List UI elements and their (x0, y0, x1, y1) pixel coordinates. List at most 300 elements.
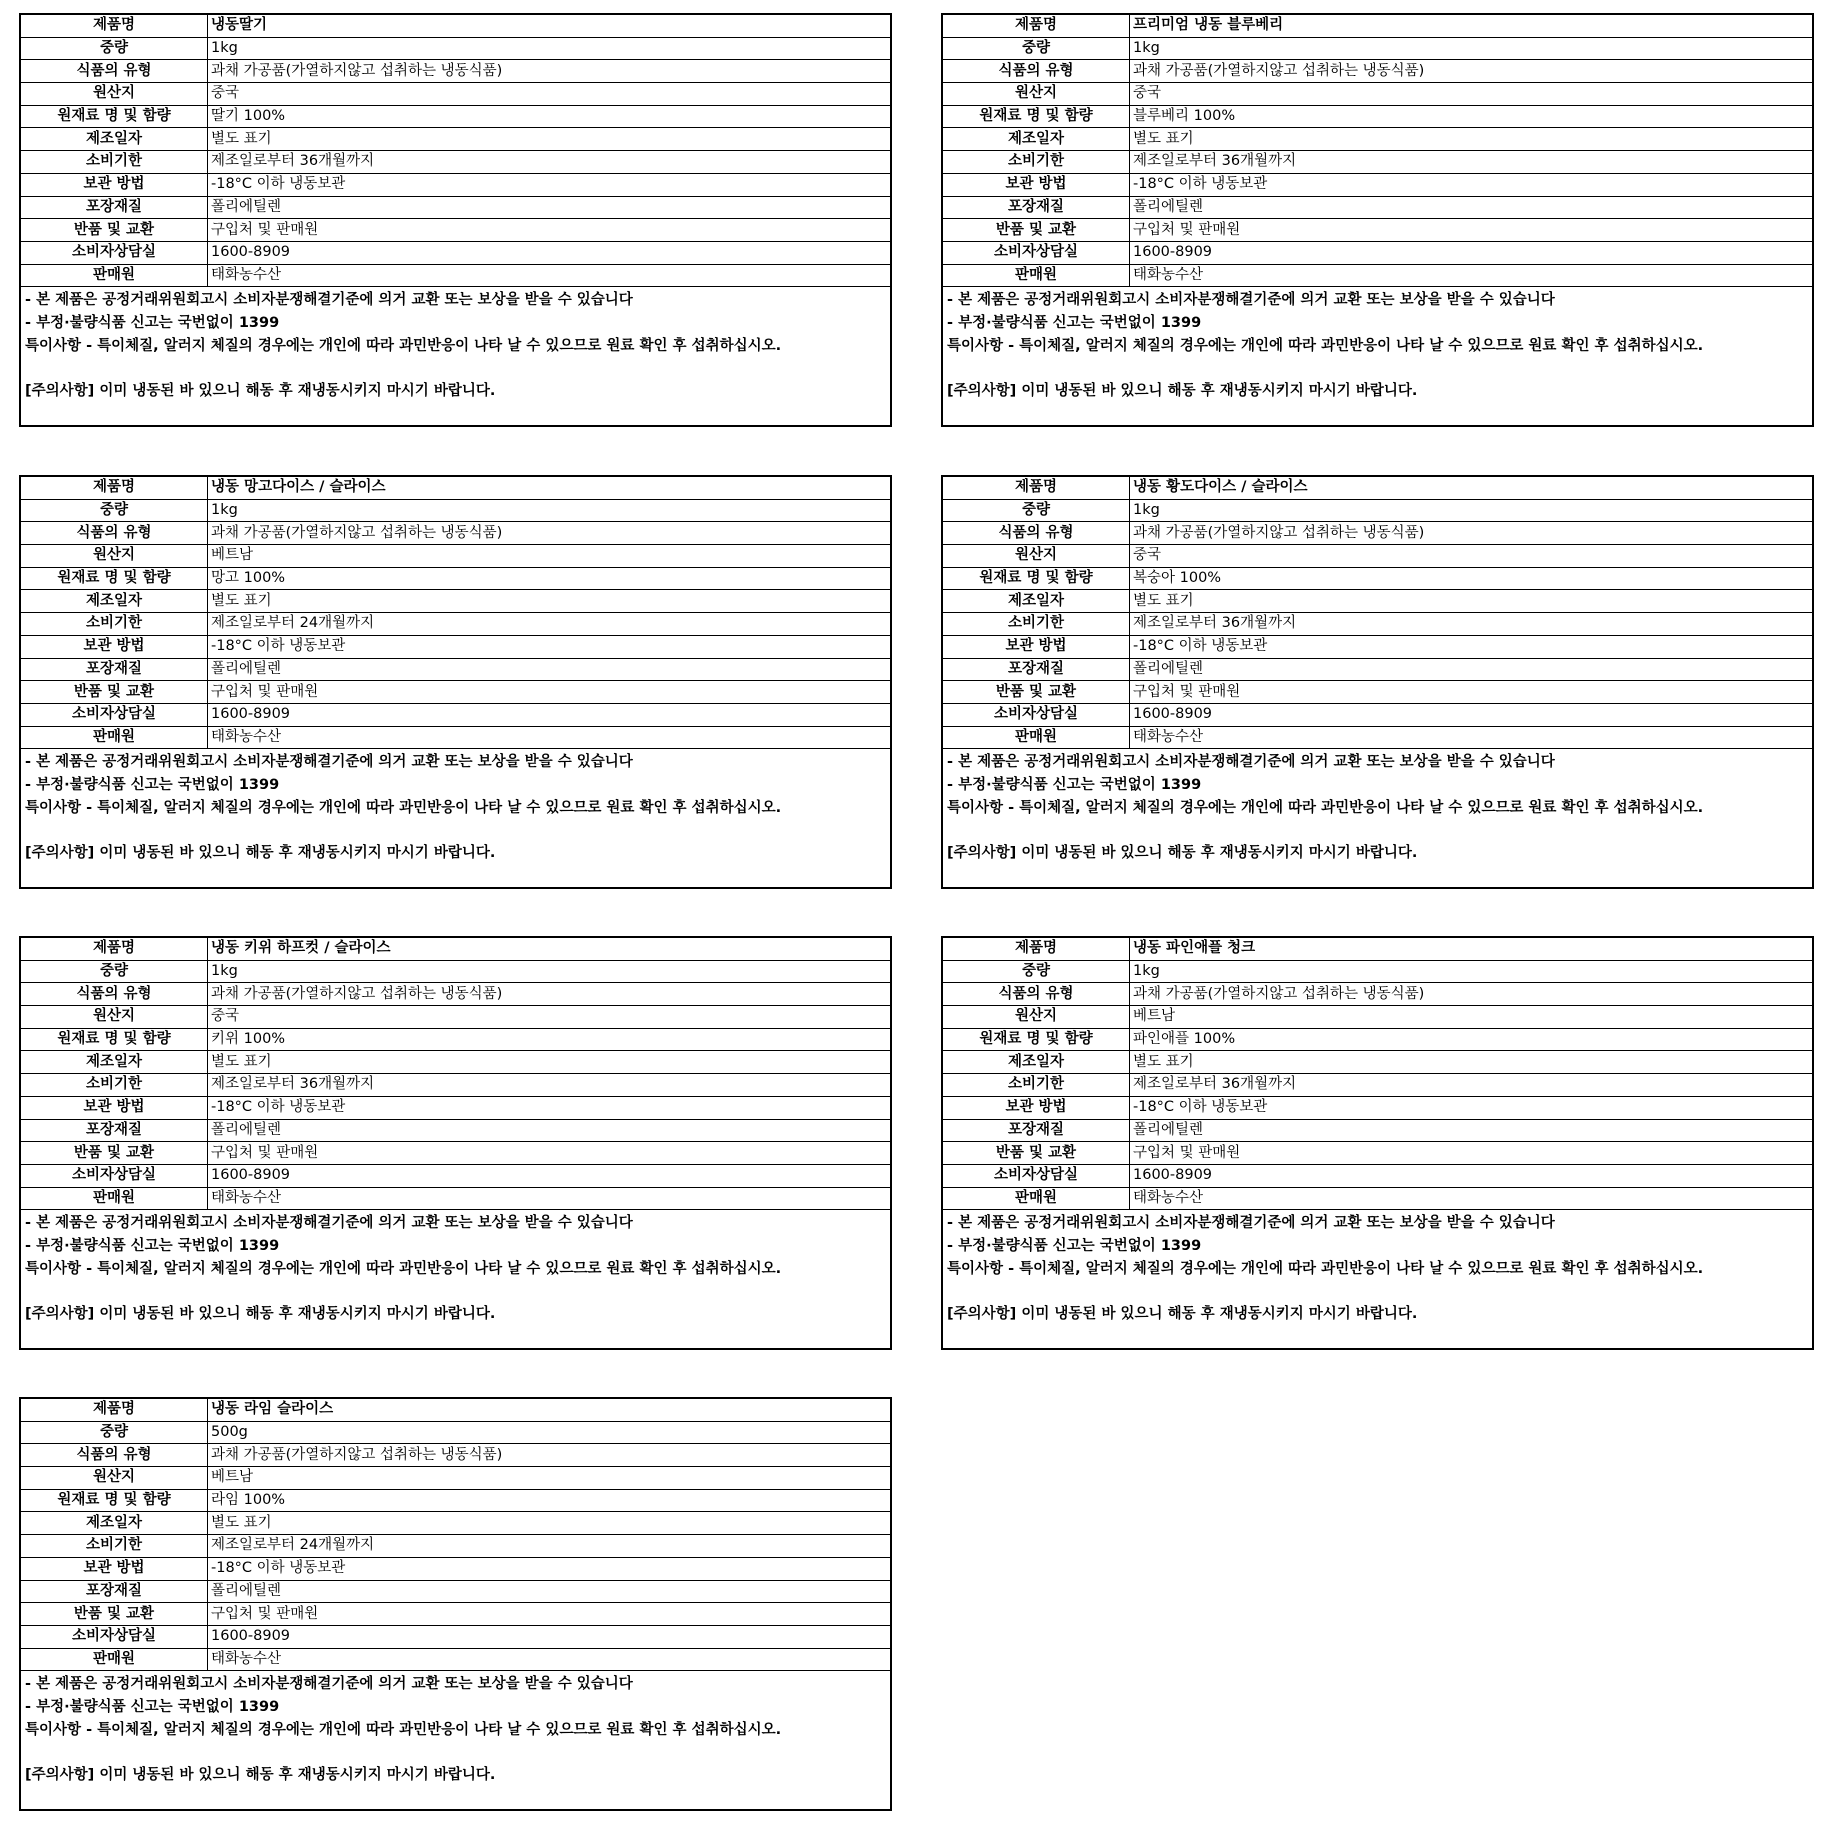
manufacture-date-value: 별도 표기 (208, 590, 891, 613)
product-name: 냉동 망고다이스 / 슬라이스 (208, 477, 891, 499)
field-label: 소비자상담실 (943, 1164, 1130, 1187)
spec-table (21, 1399, 890, 1671)
field-label: 소비기한 (943, 613, 1130, 636)
report-number: 1399 (238, 777, 280, 794)
row-expiry (943, 151, 1812, 174)
storage-value: -18°C 이하 냉동보관 (208, 635, 891, 658)
field-label: 제조일자 (943, 1051, 1130, 1074)
row-expiry (21, 151, 890, 174)
returns-value: 구입처 및 판매원 (208, 681, 891, 704)
field-label: 판매원 (943, 1187, 1130, 1210)
food-type-value: 과채 가공품(가열하지않고 섭취하는 냉동식품) (1130, 522, 1813, 545)
row-storage (943, 173, 1812, 196)
field-label: 소비자상담실 (21, 241, 208, 264)
row-consumer-center (21, 1625, 890, 1648)
field-label: 포장재질 (943, 196, 1130, 219)
storage-value: -18°C 이하 냉동보관 (1130, 1096, 1813, 1119)
spec-table (21, 477, 890, 749)
note-compensation: - 본 제품은 공정거래위원회고시 소비자분쟁해결기준에 의거 교환 또는 보상을 받을 수 있습니다 (947, 292, 1555, 309)
note-compensation: - 본 제품은 공정거래위원회고시 소비자분쟁해결기준에 의거 교환 또는 보상을 받을 수 있습니다 (25, 292, 633, 309)
product-name: 냉동 황도다이스 / 슬라이스 (1130, 477, 1813, 499)
note-compensation: - 본 제품은 공정거래위원회고시 소비자분쟁해결기준에 의거 교환 또는 보상을 받을 수 있습니다 (947, 1215, 1555, 1232)
row-food-type (21, 522, 890, 545)
product-name: 냉동 키위 하프컷 / 슬라이스 (208, 938, 891, 960)
note-spacer (25, 358, 886, 381)
field-label: 제조일자 (943, 590, 1130, 613)
row-weight (21, 37, 890, 60)
notes-block (21, 1210, 890, 1326)
field-label: 소비자상담실 (21, 703, 208, 726)
row-weight (943, 499, 1812, 522)
field-label: 원재료 명 및 함량 (21, 1028, 208, 1051)
field-label: 원산지 (943, 1006, 1130, 1029)
consumer-center-value: 1600-8909 (1130, 1164, 1813, 1187)
manufacture-date-value: 별도 표기 (1130, 590, 1813, 613)
field-label: 중량 (943, 960, 1130, 983)
field-label: 식품의 유형 (21, 983, 208, 1006)
report-number: 1399 (1160, 777, 1202, 794)
note-caution: [주의사항] 이미 냉동된 바 있으니 해동 후 재냉동시키지 마시기 바랍니다. (947, 1306, 1418, 1323)
row-origin (943, 545, 1812, 568)
expiry-value: 제조일로부터 36개월까지 (1130, 613, 1813, 636)
report-number: 1399 (238, 315, 280, 332)
field-label: 소비기한 (943, 151, 1130, 174)
returns-value: 구입처 및 판매원 (208, 1142, 891, 1165)
spec-table (943, 938, 1812, 1210)
row-seller (21, 264, 890, 287)
origin-value: 베트남 (1130, 1006, 1813, 1029)
row-seller (943, 1187, 1812, 1210)
seller-value: 태화농수산 (1130, 1187, 1813, 1210)
product-label-peach (941, 475, 1814, 889)
field-label: 제품명 (21, 938, 208, 960)
notes-block (21, 1671, 890, 1787)
field-label: 원재료 명 및 함량 (21, 105, 208, 128)
spec-table (21, 938, 890, 1210)
row-expiry (943, 613, 1812, 636)
report-number: 1399 (238, 1238, 280, 1255)
note-allergy: 특이사항 - 특이체질, 알러지 체질의 경우에는 개인에 따라 과민반응이 나타 날 수 있으므로 원료 확인 후 섭취하십시오. (25, 1260, 782, 1277)
spec-table (943, 477, 1812, 749)
row-consumer-center (943, 1164, 1812, 1187)
note-caution: [주의사항] 이미 냉동된 바 있으니 해동 후 재냉동시키지 마시기 바랍니다. (25, 845, 496, 862)
field-label: 소비기한 (21, 1074, 208, 1097)
row-packaging (21, 1580, 890, 1603)
row-weight (21, 499, 890, 522)
row-returns (943, 219, 1812, 242)
row-origin (943, 1006, 1812, 1029)
note-report-text: - 부정·불량식품 신고는 국번없이 (25, 315, 239, 332)
note-report (25, 1696, 886, 1719)
storage-value: -18°C 이하 냉동보관 (208, 1096, 891, 1119)
note-report (25, 774, 886, 797)
origin-value: 중국 (208, 83, 891, 106)
returns-value: 구입처 및 판매원 (1130, 681, 1813, 704)
note-spacer (25, 820, 886, 843)
packaging-value: 폴리에틸렌 (208, 196, 891, 219)
field-label: 반품 및 교환 (21, 681, 208, 704)
field-label: 판매원 (21, 726, 208, 749)
note-allergy: 특이사항 - 특이체질, 알러지 체질의 경우에는 개인에 따라 과민반응이 나타 날 수 있으므로 원료 확인 후 섭취하십시오. (25, 337, 782, 354)
product-name: 프리미엄 냉동 블루베리 (1130, 15, 1813, 37)
row-storage (21, 635, 890, 658)
consumer-center-value: 1600-8909 (208, 1625, 891, 1648)
product-label-strawberry (19, 13, 892, 427)
row-ingredients (21, 105, 890, 128)
row-seller (21, 1648, 890, 1671)
field-label: 식품의 유형 (21, 522, 208, 545)
product-label-pineapple (941, 936, 1814, 1350)
returns-value: 구입처 및 판매원 (208, 219, 891, 242)
ingredients-value: 딸기 100% (208, 105, 891, 128)
food-type-value: 과채 가공품(가열하지않고 섭취하는 냉동식품) (1130, 60, 1813, 83)
notes-block (21, 749, 890, 865)
field-label: 포장재질 (943, 1119, 1130, 1142)
manufacture-date-value: 별도 표기 (208, 1512, 891, 1535)
row-product-name (943, 938, 1812, 960)
row-manufacture-date (943, 128, 1812, 151)
row-product-name (21, 15, 890, 37)
notes-block (943, 749, 1812, 865)
notes-block (21, 287, 890, 403)
field-label: 제조일자 (21, 1512, 208, 1535)
manufacture-date-value: 별도 표기 (208, 128, 891, 151)
ingredients-value: 망고 100% (208, 567, 891, 590)
seller-value: 태화농수산 (208, 1187, 891, 1210)
field-label: 반품 및 교환 (21, 1603, 208, 1626)
field-label: 소비자상담실 (943, 703, 1130, 726)
row-storage (21, 1557, 890, 1580)
weight-value: 1kg (1130, 499, 1813, 522)
product-name: 냉동 라임 슬라이스 (208, 1399, 891, 1421)
row-returns (21, 681, 890, 704)
field-label: 제품명 (943, 477, 1130, 499)
origin-value: 중국 (1130, 545, 1813, 568)
row-expiry (21, 1074, 890, 1097)
note-report-text: - 부정·불량식품 신고는 국번없이 (947, 315, 1161, 332)
product-label-kiwi (19, 936, 892, 1350)
field-label: 원재료 명 및 함량 (21, 1489, 208, 1512)
row-ingredients (21, 1489, 890, 1512)
field-label: 식품의 유형 (943, 983, 1130, 1006)
note-spacer (947, 820, 1808, 843)
field-label: 원재료 명 및 함량 (943, 1028, 1130, 1051)
note-report (947, 774, 1808, 797)
notes-block (943, 1210, 1812, 1326)
row-manufacture-date (21, 1512, 890, 1535)
row-returns (943, 1142, 1812, 1165)
field-label: 판매원 (943, 264, 1130, 287)
field-label: 원산지 (21, 545, 208, 568)
row-returns (21, 219, 890, 242)
row-ingredients (21, 1028, 890, 1051)
manufacture-date-value: 별도 표기 (1130, 1051, 1813, 1074)
row-origin (21, 83, 890, 106)
seller-value: 태화농수산 (1130, 264, 1813, 287)
field-label: 포장재질 (943, 658, 1130, 681)
note-spacer (947, 1281, 1808, 1304)
returns-value: 구입처 및 판매원 (1130, 1142, 1813, 1165)
row-product-name (21, 477, 890, 499)
report-number: 1399 (1160, 315, 1202, 332)
field-label: 소비자상담실 (943, 241, 1130, 264)
row-seller (943, 726, 1812, 749)
product-name: 냉동 파인애플 청크 (1130, 938, 1813, 960)
row-weight (21, 960, 890, 983)
note-spacer (25, 1281, 886, 1304)
row-returns (21, 1142, 890, 1165)
field-label: 중량 (943, 37, 1130, 60)
seller-value: 태화농수산 (208, 726, 891, 749)
note-compensation: - 본 제품은 공정거래위원회고시 소비자분쟁해결기준에 의거 교환 또는 보상을 받을 수 있습니다 (25, 1215, 633, 1232)
row-packaging (943, 1119, 1812, 1142)
row-weight (943, 960, 1812, 983)
seller-value: 태화농수산 (208, 264, 891, 287)
field-label: 중량 (21, 499, 208, 522)
field-label: 제품명 (21, 477, 208, 499)
packaging-value: 폴리에틸렌 (1130, 1119, 1813, 1142)
product-label-mango (19, 475, 892, 889)
row-food-type (21, 60, 890, 83)
field-label: 중량 (21, 1421, 208, 1444)
expiry-value: 제조일로부터 36개월까지 (208, 1074, 891, 1097)
note-report-text: - 부정·불량식품 신고는 국번없이 (25, 1699, 239, 1716)
expiry-value: 제조일로부터 36개월까지 (1130, 151, 1813, 174)
field-label: 원재료 명 및 함량 (21, 567, 208, 590)
note-allergy: 특이사항 - 특이체질, 알러지 체질의 경우에는 개인에 따라 과민반응이 나타 날 수 있으므로 원료 확인 후 섭취하십시오. (25, 799, 782, 816)
field-label: 포장재질 (21, 658, 208, 681)
expiry-value: 제조일로부터 24개월까지 (208, 1535, 891, 1558)
row-storage (21, 173, 890, 196)
ingredients-value: 파인애플 100% (1130, 1028, 1813, 1051)
field-label: 중량 (21, 960, 208, 983)
field-label: 반품 및 교환 (943, 219, 1130, 242)
field-label: 제조일자 (21, 590, 208, 613)
row-returns (943, 681, 1812, 704)
row-ingredients (943, 567, 1812, 590)
seller-value: 태화농수산 (1130, 726, 1813, 749)
product-label-lime (19, 1397, 892, 1811)
field-label: 포장재질 (21, 1580, 208, 1603)
field-label: 소비자상담실 (21, 1164, 208, 1187)
field-label: 보관 방법 (943, 635, 1130, 658)
field-label: 소비기한 (943, 1074, 1130, 1097)
row-manufacture-date (21, 1051, 890, 1074)
packaging-value: 폴리에틸렌 (1130, 658, 1813, 681)
field-label: 중량 (943, 499, 1130, 522)
field-label: 소비기한 (21, 1535, 208, 1558)
food-type-value: 과채 가공품(가열하지않고 섭취하는 냉동식품) (208, 60, 891, 83)
note-caution: [주의사항] 이미 냉동된 바 있으니 해동 후 재냉동시키지 마시기 바랍니다. (25, 383, 496, 400)
row-ingredients (943, 105, 1812, 128)
field-label: 소비기한 (21, 613, 208, 636)
row-consumer-center (21, 703, 890, 726)
note-caution: [주의사항] 이미 냉동된 바 있으니 해동 후 재냉동시키지 마시기 바랍니다. (25, 1306, 496, 1323)
note-report-text: - 부정·불량식품 신고는 국번없이 (25, 777, 239, 794)
field-label: 판매원 (21, 264, 208, 287)
food-type-value: 과채 가공품(가열하지않고 섭취하는 냉동식품) (1130, 983, 1813, 1006)
field-label: 판매원 (943, 726, 1130, 749)
storage-value: -18°C 이하 냉동보관 (1130, 635, 1813, 658)
field-label: 식품의 유형 (21, 60, 208, 83)
field-label: 식품의 유형 (943, 522, 1130, 545)
spec-table (943, 15, 1812, 287)
ingredients-value: 복숭아 100% (1130, 567, 1813, 590)
row-consumer-center (21, 1164, 890, 1187)
packaging-value: 폴리에틸렌 (208, 1119, 891, 1142)
consumer-center-value: 1600-8909 (208, 1164, 891, 1187)
field-label: 반품 및 교환 (943, 681, 1130, 704)
storage-value: -18°C 이하 냉동보관 (1130, 173, 1813, 196)
row-manufacture-date (21, 128, 890, 151)
weight-value: 1kg (1130, 960, 1813, 983)
field-label: 반품 및 교환 (943, 1142, 1130, 1165)
row-origin (21, 1006, 890, 1029)
origin-value: 베트남 (208, 1467, 891, 1490)
row-consumer-center (943, 241, 1812, 264)
ingredients-value: 키위 100% (208, 1028, 891, 1051)
origin-value: 베트남 (208, 545, 891, 568)
field-label: 원산지 (943, 83, 1130, 106)
field-label: 소비기한 (21, 151, 208, 174)
consumer-center-value: 1600-8909 (1130, 703, 1813, 726)
row-packaging (21, 658, 890, 681)
field-label: 식품의 유형 (943, 60, 1130, 83)
field-label: 제조일자 (21, 1051, 208, 1074)
row-storage (943, 635, 1812, 658)
field-label: 포장재질 (21, 1119, 208, 1142)
seller-value: 태화농수산 (208, 1648, 891, 1671)
row-packaging (21, 196, 890, 219)
note-caution: [주의사항] 이미 냉동된 바 있으니 해동 후 재냉동시키지 마시기 바랍니다. (947, 383, 1418, 400)
note-allergy: 특이사항 - 특이체질, 알러지 체질의 경우에는 개인에 따라 과민반응이 나타 날 수 있으므로 원료 확인 후 섭취하십시오. (947, 799, 1704, 816)
note-compensation: - 본 제품은 공정거래위원회고시 소비자분쟁해결기준에 의거 교환 또는 보상을 받을 수 있습니다 (25, 754, 633, 771)
field-label: 제조일자 (943, 128, 1130, 151)
weight-value: 1kg (208, 37, 891, 60)
notes-block (943, 287, 1812, 403)
field-label: 보관 방법 (943, 173, 1130, 196)
food-type-value: 과채 가공품(가열하지않고 섭취하는 냉동식품) (208, 1444, 891, 1467)
origin-value: 중국 (208, 1006, 891, 1029)
row-packaging (943, 658, 1812, 681)
field-label: 제품명 (943, 15, 1130, 37)
row-product-name (21, 1399, 890, 1421)
returns-value: 구입처 및 판매원 (1130, 219, 1813, 242)
note-report-text: - 부정·불량식품 신고는 국번없이 (25, 1238, 239, 1255)
row-consumer-center (943, 703, 1812, 726)
note-caution: [주의사항] 이미 냉동된 바 있으니 해동 후 재냉동시키지 마시기 바랍니다. (25, 1767, 496, 1784)
expiry-value: 제조일로부터 24개월까지 (208, 613, 891, 636)
manufacture-date-value: 별도 표기 (208, 1051, 891, 1074)
field-label: 원산지 (21, 1467, 208, 1490)
spec-table (21, 15, 890, 287)
field-label: 제품명 (21, 15, 208, 37)
row-food-type (943, 60, 1812, 83)
field-label: 원산지 (21, 83, 208, 106)
field-label: 반품 및 교환 (21, 219, 208, 242)
note-report (25, 312, 886, 335)
row-origin (943, 83, 1812, 106)
origin-value: 중국 (1130, 83, 1813, 106)
field-label: 포장재질 (21, 196, 208, 219)
note-report (947, 1235, 1808, 1258)
row-expiry (943, 1074, 1812, 1097)
row-storage (943, 1096, 1812, 1119)
row-food-type (21, 1444, 890, 1467)
note-compensation: - 본 제품은 공정거래위원회고시 소비자분쟁해결기준에 의거 교환 또는 보상을 받을 수 있습니다 (25, 1676, 633, 1693)
field-label: 원산지 (21, 1006, 208, 1029)
note-report (947, 312, 1808, 335)
field-label: 중량 (21, 37, 208, 60)
row-seller (21, 726, 890, 749)
row-food-type (943, 983, 1812, 1006)
row-manufacture-date (21, 590, 890, 613)
manufacture-date-value: 별도 표기 (1130, 128, 1813, 151)
food-type-value: 과채 가공품(가열하지않고 섭취하는 냉동식품) (208, 522, 891, 545)
note-report-text: - 부정·불량식품 신고는 국번없이 (947, 777, 1161, 794)
ingredients-value: 라임 100% (208, 1489, 891, 1512)
product-name: 냉동딸기 (208, 15, 891, 37)
row-food-type (21, 983, 890, 1006)
row-origin (21, 545, 890, 568)
field-label: 제품명 (21, 1399, 208, 1421)
row-product-name (21, 938, 890, 960)
storage-value: -18°C 이하 냉동보관 (208, 173, 891, 196)
field-label: 보관 방법 (21, 1096, 208, 1119)
note-spacer (947, 358, 1808, 381)
field-label: 보관 방법 (943, 1096, 1130, 1119)
expiry-value: 제조일로부터 36개월까지 (1130, 1074, 1813, 1097)
report-number: 1399 (238, 1699, 280, 1716)
food-type-value: 과채 가공품(가열하지않고 섭취하는 냉동식품) (208, 983, 891, 1006)
row-origin (21, 1467, 890, 1490)
row-seller (943, 264, 1812, 287)
row-ingredients (21, 567, 890, 590)
field-label: 원산지 (943, 545, 1130, 568)
row-expiry (21, 1535, 890, 1558)
field-label: 보관 방법 (21, 635, 208, 658)
note-caution: [주의사항] 이미 냉동된 바 있으니 해동 후 재냉동시키지 마시기 바랍니다. (947, 845, 1418, 862)
returns-value: 구입처 및 판매원 (208, 1603, 891, 1626)
packaging-value: 폴리에틸렌 (1130, 196, 1813, 219)
field-label: 원재료 명 및 함량 (943, 105, 1130, 128)
field-label: 제품명 (943, 938, 1130, 960)
ingredients-value: 블루베리 100% (1130, 105, 1813, 128)
consumer-center-value: 1600-8909 (1130, 241, 1813, 264)
storage-value: -18°C 이하 냉동보관 (208, 1557, 891, 1580)
field-label: 식품의 유형 (21, 1444, 208, 1467)
field-label: 판매원 (21, 1648, 208, 1671)
row-consumer-center (21, 241, 890, 264)
weight-value: 1kg (1130, 37, 1813, 60)
row-weight (21, 1421, 890, 1444)
note-spacer (25, 1742, 886, 1765)
packaging-value: 폴리에틸렌 (208, 658, 891, 681)
row-weight (943, 37, 1812, 60)
row-manufacture-date (943, 590, 1812, 613)
row-product-name (943, 15, 1812, 37)
row-food-type (943, 522, 1812, 545)
row-ingredients (943, 1028, 1812, 1051)
field-label: 반품 및 교환 (21, 1142, 208, 1165)
product-label-blueberry (941, 13, 1814, 427)
field-label: 판매원 (21, 1187, 208, 1210)
row-packaging (943, 196, 1812, 219)
note-compensation: - 본 제품은 공정거래위원회고시 소비자분쟁해결기준에 의거 교환 또는 보상을 받을 수 있습니다 (947, 754, 1555, 771)
note-allergy: 특이사항 - 특이체질, 알러지 체질의 경우에는 개인에 따라 과민반응이 나타 날 수 있으므로 원료 확인 후 섭취하십시오. (947, 337, 1704, 354)
row-packaging (21, 1119, 890, 1142)
field-label: 제조일자 (21, 128, 208, 151)
